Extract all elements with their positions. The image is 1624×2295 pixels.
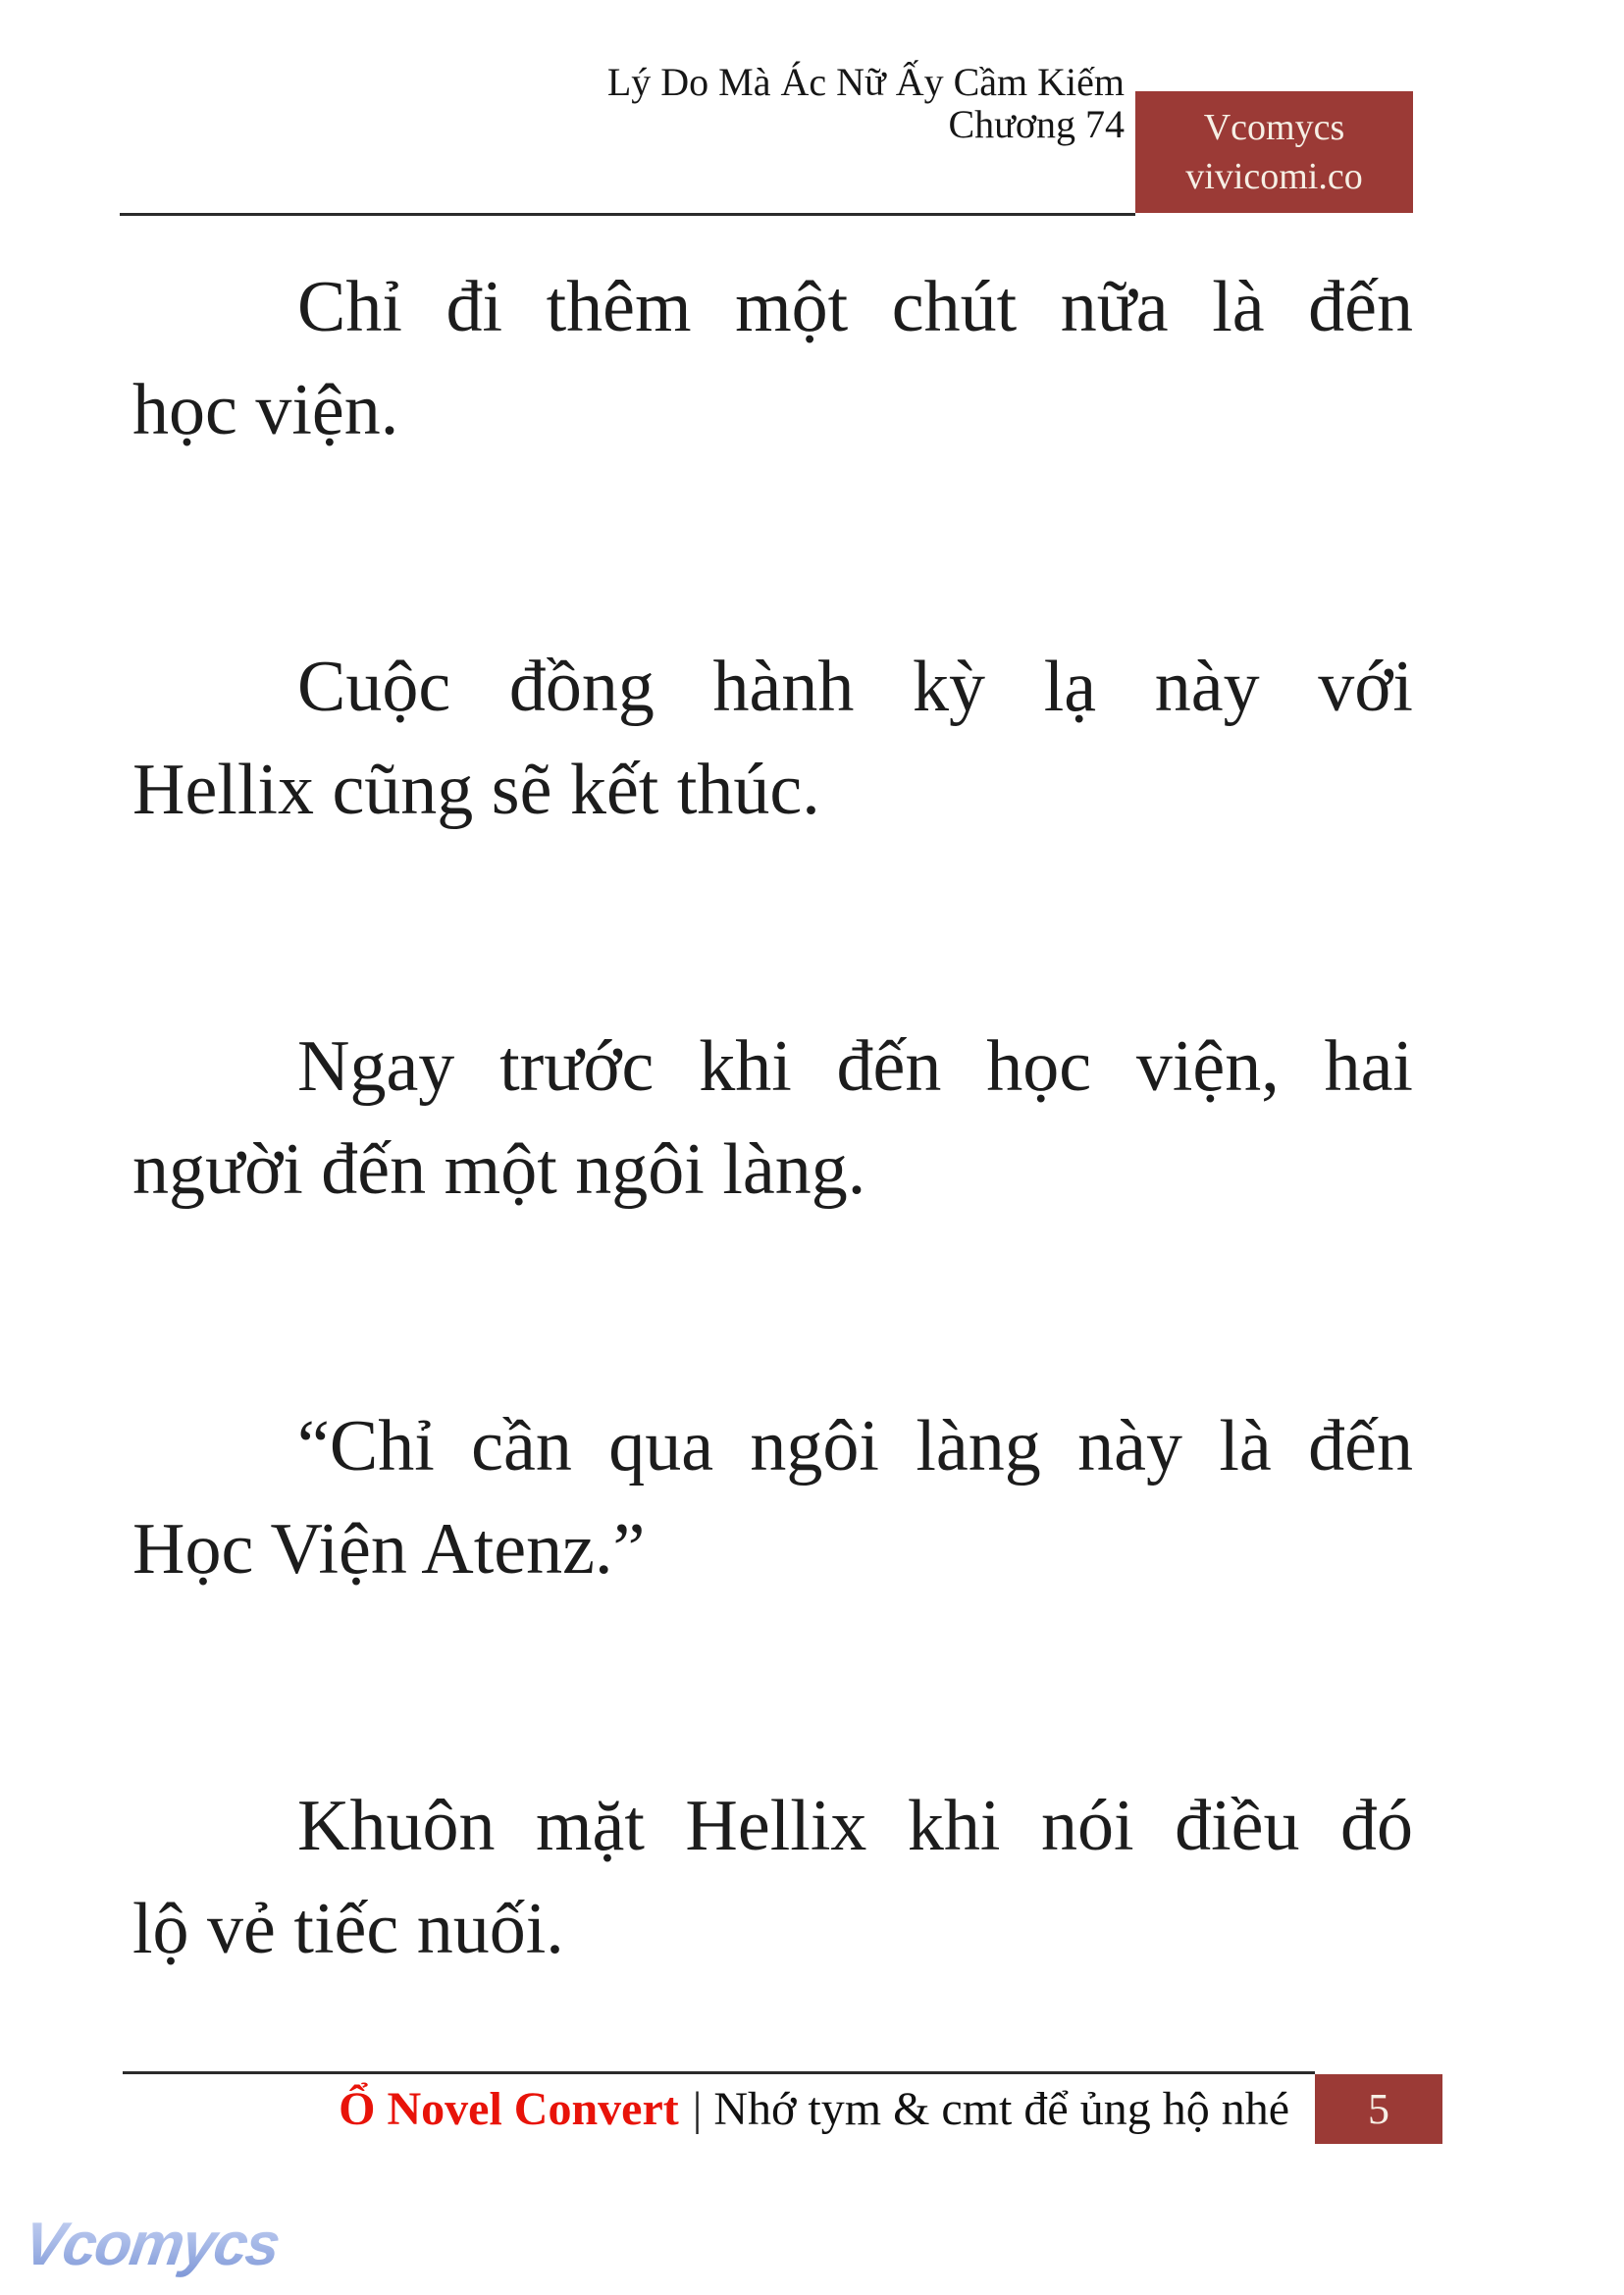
vcomycs-watermark-logo: Vcomycs	[20, 2211, 284, 2278]
paragraph-line: người đến một ngôi làng.	[132, 1129, 866, 1210]
novel-title: Lý Do Mà Ác Nữ Ấy Cầm Kiếm	[606, 60, 1125, 104]
paragraph	[132, 636, 1413, 842]
paragraph-line: Chỉ đi thêm một chút nữa là đến	[297, 267, 1413, 347]
paragraph-line: học viện.	[132, 370, 399, 450]
paragraph	[132, 1395, 1413, 1601]
paragraph-line: Khuôn mặt Hellix khi nói điều đó	[297, 1786, 1413, 1866]
footer-credit	[123, 2079, 1289, 2140]
header-divider	[120, 213, 1135, 216]
footer-note: Nhớ tym & cmt để ủng hộ nhé	[713, 2083, 1289, 2135]
paragraph	[132, 1016, 1413, 1222]
brand-name: Vcomycs	[1203, 107, 1345, 148]
page-number: 5	[1368, 2085, 1389, 2133]
paragraph-line: Học Viện Atenz.”	[132, 1509, 646, 1590]
brand-badge	[1135, 91, 1413, 213]
header-title-block	[607, 61, 1125, 145]
footer-brand: Ổ Novel Convert	[339, 2083, 679, 2135]
paragraph-line: lộ vẻ tiếc nuối.	[132, 1889, 564, 1969]
footer-divider	[123, 2071, 1315, 2074]
footer-separator: |	[692, 2083, 703, 2135]
paragraph-line: Cuộc đồng hành kỳ lạ này với	[297, 647, 1413, 727]
brand-site: vivicomi.co	[1185, 156, 1363, 197]
paragraph	[132, 1775, 1413, 1981]
page-number-badge	[1315, 2074, 1442, 2144]
paragraph-line: Ngay trước khi đến học viện, hai	[297, 1026, 1413, 1107]
paragraph-line: “Chỉ cần qua ngôi làng này là đến	[297, 1406, 1413, 1487]
paragraph-line: Hellix cũng sẽ kết thúc.	[132, 750, 820, 830]
paragraphs	[132, 256, 1413, 1981]
paragraph	[132, 256, 1413, 462]
chapter-label: Chương 74	[948, 102, 1125, 146]
